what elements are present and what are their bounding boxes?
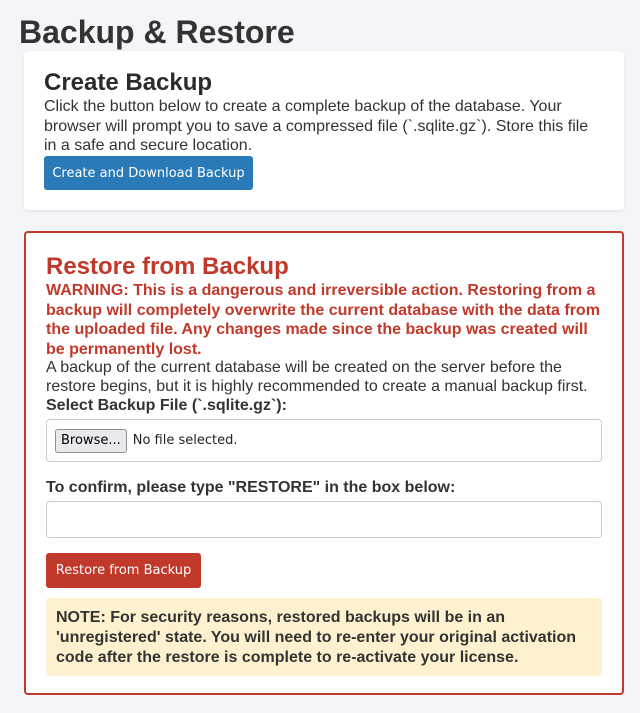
page-title: Backup & Restore bbox=[19, 14, 295, 50]
confirm-label: To confirm, please type "RESTORE" in the box below: bbox=[46, 479, 456, 496]
restore-backup-card bbox=[24, 231, 624, 695]
confirm-input[interactable] bbox=[46, 501, 602, 538]
backup-file-label: Select Backup File (`.sqlite.gz`): bbox=[46, 397, 287, 414]
unregistered-notice: NOTE: For security reasons, restored backups will be in an 'unregistered' state. You will need to re-enter your original activation code after the restore is complete to re-activate your license. bbox=[46, 598, 602, 676]
restore-warning: WARNING: This is a dangerous and irreversible action. Restoring from a backup will completely overwrite the current database with the data from the uploaded file. Any changes made since the backup was created will be permanently lost. bbox=[46, 282, 600, 358]
restore-button[interactable]: Restore from Backup bbox=[46, 553, 201, 588]
restore-info: A backup of the current database will be created on the server before the restore begins, but it is highly recommended to create a manual backup first. bbox=[46, 359, 588, 395]
restore-heading: Restore from Backup bbox=[46, 253, 289, 280]
create-backup-description: Click the button below to create a complete backup of the database. Your browser will prompt you to save a compressed file (`.sqlite.gz`). Store this file in a safe and secure location. bbox=[44, 98, 589, 154]
create-backup-card bbox=[24, 51, 624, 210]
create-backup-heading: Create Backup bbox=[44, 69, 213, 96]
browse-button[interactable]: Browse... bbox=[55, 429, 127, 453]
file-status: No file selected. bbox=[132, 433, 238, 448]
backup-file-input[interactable] bbox=[46, 419, 602, 462]
create-backup-button[interactable]: Create and Download Backup bbox=[44, 156, 253, 190]
